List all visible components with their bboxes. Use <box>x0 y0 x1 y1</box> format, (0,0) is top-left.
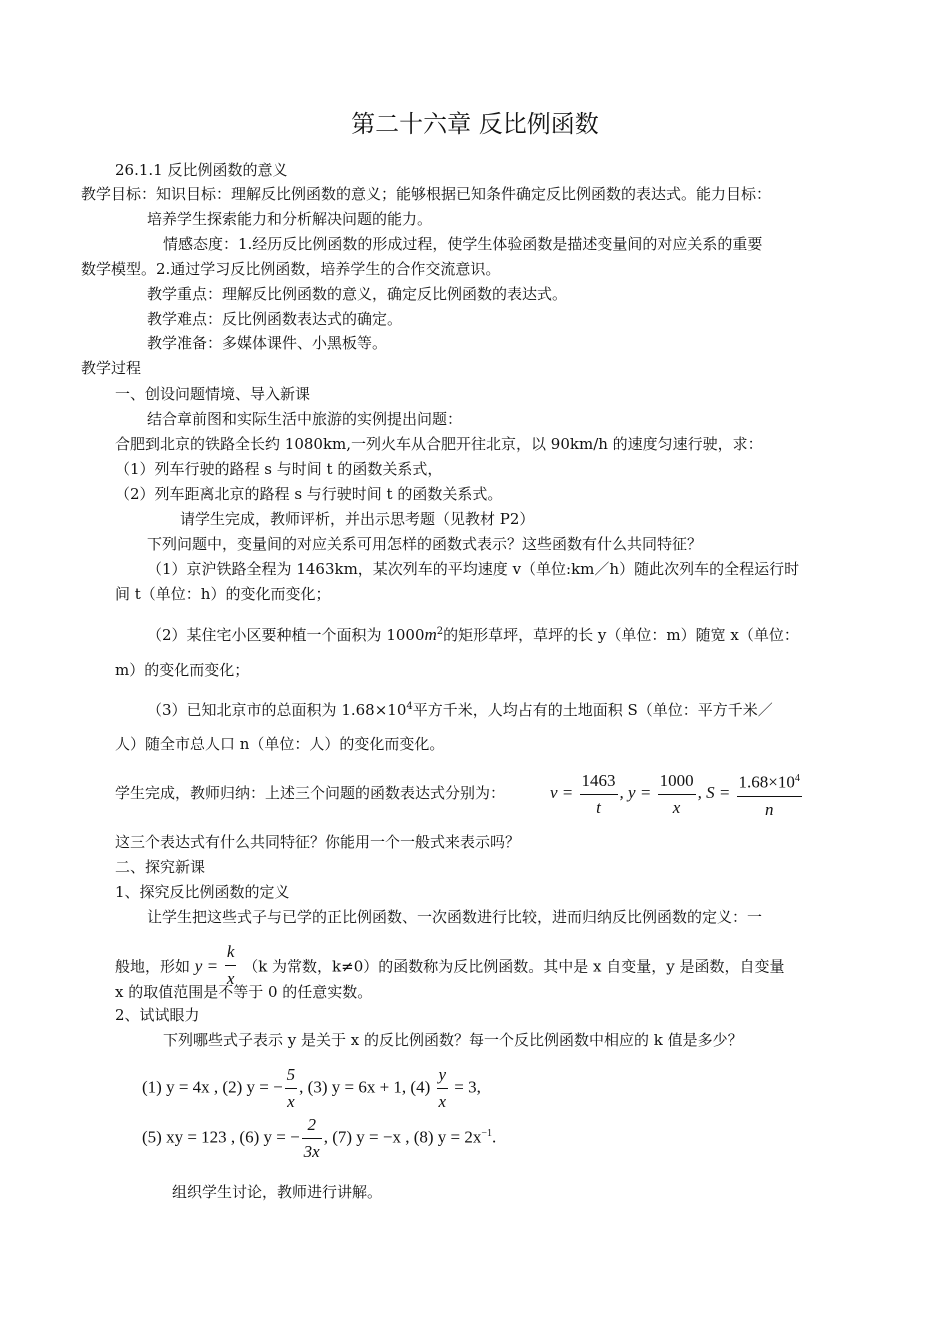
section-heading: 26.1.1 反比例函数的意义 <box>115 161 288 179</box>
goals-line-4: 数学模型。2.通过学习反比例函数，培养学生的合作交流意识。 <box>81 260 501 278</box>
f1-fraction <box>580 768 618 821</box>
area-unit: m <box>424 625 437 644</box>
eqA-part3: = 3, <box>454 1077 481 1097</box>
eqA-f1-num: 5 <box>286 1065 296 1084</box>
f2-fraction <box>658 768 696 821</box>
key-point: 教学重点：理解反比例函数的意义，确定反比例函数的表达式。 <box>147 285 568 303</box>
f1-den: t <box>580 794 618 821</box>
f2-den: x <box>658 794 696 821</box>
goals-line-3: 情感态度：1.经历反比例函数的形成过程，使学生体验函数是描述变量间的对应关系的重要 <box>163 235 763 253</box>
eqB-part2: , (7) y = −x , (8) y = 2x <box>323 1127 482 1147</box>
eqB-f1-den: 3x <box>302 1138 322 1165</box>
page-title: 第二十六章 反比例函数 <box>351 110 599 138</box>
part1-intro: 结合章前图和实际生活中旅游的实例提出问题： <box>147 410 463 428</box>
example-2a-post: 的矩形草坪，草坪的长 y（单位：m）随宽 x（单位： <box>443 626 799 644</box>
f3-fraction <box>737 766 802 823</box>
f1-lhs: v = <box>550 783 574 803</box>
example-3a-pre: （3）已知北京市的总面积为 1.68×10 <box>147 701 407 719</box>
eqB-exp: −1 <box>481 1127 493 1139</box>
part1-q1: （1）列车行驶的路程 s 与时间 t 的函数关系式， <box>115 460 443 478</box>
eqA-part2: , (3) y = 6x + 1, (4) <box>299 1077 431 1097</box>
def-den: x <box>225 965 237 992</box>
process-heading: 教学过程 <box>81 359 142 377</box>
exercise-row-1 <box>142 1062 481 1115</box>
f3-exp: 4 <box>794 773 800 784</box>
f1-num: 1463 <box>581 770 616 790</box>
definition-line-a: 让学生把这些式子与已学的正比例函数、一次函数进行比较，进而归纳反比例函数的定义：一 <box>147 908 763 926</box>
def-lhs: y = <box>194 956 219 976</box>
eqA-f2-num: y <box>438 1065 447 1084</box>
f3-den: n <box>737 796 802 823</box>
summary-formulas <box>550 766 804 823</box>
eqB-frac1 <box>302 1112 322 1165</box>
eqB-part3: . <box>492 1127 497 1147</box>
part1-heading: 一、创设问题情境、导入新课 <box>115 385 311 403</box>
def-num: k <box>226 942 235 961</box>
eqA-f2-den: x <box>437 1088 449 1115</box>
eqA-part1: (1) y = 4x , (2) y = − <box>142 1077 283 1097</box>
eqA-frac1 <box>285 1062 298 1115</box>
part1-q2: （2）列车距离北京的路程 s 与行驶时间 t 的函数关系式。 <box>115 485 503 503</box>
exercise-question: 下列哪些式子表示 y 是关于 x 的反比例函数？每一个反比例函数中相应的 k 值是多少？ <box>163 1031 743 1049</box>
exercise-row-2 <box>142 1112 496 1165</box>
def-post: （k 为常数，k≠0）的函数称为反比例函数。其中是 x 自变量，y 是函数，自变量 <box>243 957 785 976</box>
example-3b: 人）随全市总人口 n（单位：人）的变化而变化。 <box>115 735 445 753</box>
f2-lhs: , y = <box>619 783 652 803</box>
summary-text: 学生完成，教师归纳：上述三个问题的函数表达式分别为： <box>115 784 506 802</box>
part1-question: 下列问题中，变量间的对应关系可用怎样的函数式表示？这些函数有什么共同特征？ <box>147 535 703 553</box>
f3-num: 1.68×10 <box>738 772 795 792</box>
eqA-frac2 <box>437 1062 449 1115</box>
definition-line-c: x 的取值范围是不等于 0 的任意实数。 <box>115 983 373 1001</box>
f3-num-wrap <box>737 766 802 796</box>
part1-problem: 合肥到北京的铁路全长约 1080km,一列火车从合肥开往北京，以 90km/h 的速度匀速行驶，求： <box>115 435 763 453</box>
area-unit-exp: 2 <box>436 626 444 637</box>
example-1a: （1）京沪铁路全程为 1463km，某次列车的平均速度 v（单位:km／h）随此次列车的全程运行时 <box>147 560 800 578</box>
goals-line-2: 培养学生探索能力和分析解决问题的能力。 <box>147 210 433 228</box>
part2-sub1: 1、探究反比例函数的定义 <box>115 883 290 901</box>
example-3a-exp: 4 <box>406 701 413 712</box>
f3-lhs: , S = <box>697 783 731 803</box>
common-question: 这三个表达式有什么共同特征？你能用一个一般式来表示吗？ <box>115 833 521 851</box>
example-3a-post: 平方千米，人均占有的土地面积 S（单位：平方千米／ <box>412 701 773 719</box>
eqB-f1-num: 2 <box>307 1115 316 1134</box>
preparation: 教学准备：多媒体课件、小黑板等。 <box>147 334 388 352</box>
example-3a <box>147 697 773 720</box>
part2-heading: 二、探究新课 <box>115 858 206 876</box>
example-1b: 间 t（单位：h）的变化而变化； <box>115 585 331 603</box>
part2-sub2: 2、试试眼力 <box>115 1006 200 1024</box>
example-2a-pre: （2）某住宅小区要种植一个面积为 1000 <box>147 626 425 644</box>
part1-instruct: 请学生完成，教师评析，并出示思考题（见教材 P2） <box>180 510 535 528</box>
def-pre: 般地，形如 <box>115 957 191 976</box>
f2-num: 1000 <box>659 770 694 790</box>
goals-line-1: 教学目标：知识目标：理解反比例函数的意义；能够根据已知条件确定反比例函数的表达式。能力目标： <box>81 185 772 203</box>
example-2b: m）的变化而变化； <box>115 661 250 679</box>
closing-text: 组织学生讨论，教师进行讲解。 <box>172 1183 383 1201</box>
example-2a <box>147 622 799 645</box>
eqA-f1-den: x <box>285 1088 298 1115</box>
difficulty: 教学难点：反比例函数表达式的确定。 <box>147 310 403 328</box>
eqB-part1: (5) xy = 123 , (6) y = − <box>142 1127 300 1147</box>
